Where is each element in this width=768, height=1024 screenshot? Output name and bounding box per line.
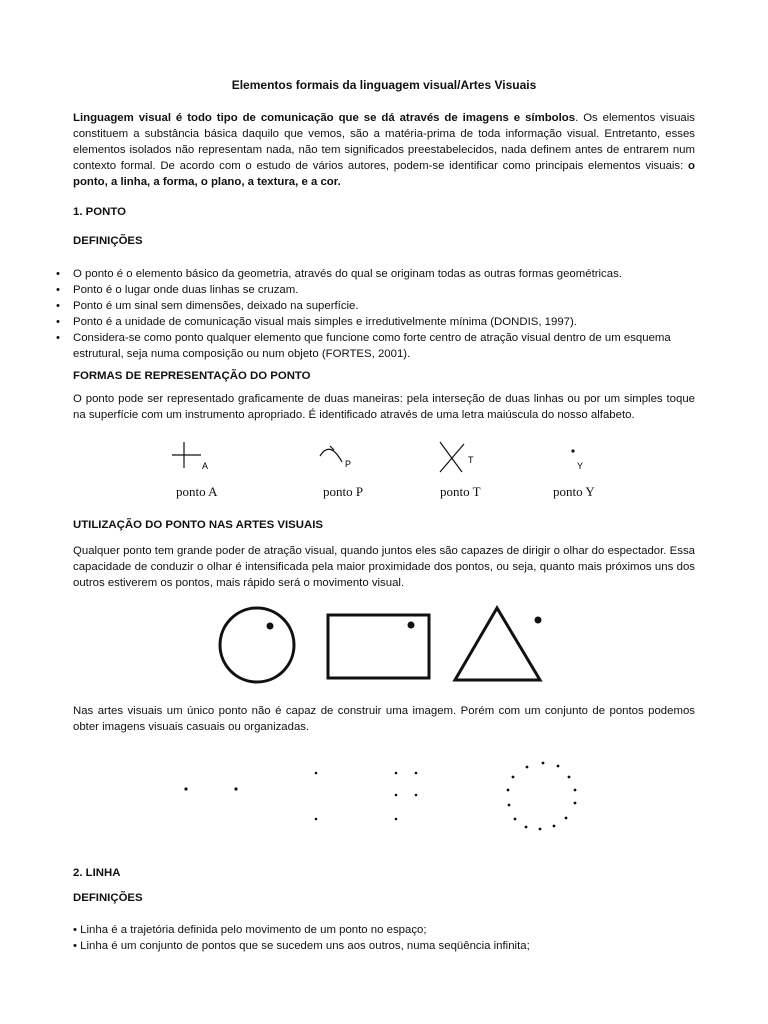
definitions-heading: DEFINIÇÕES xyxy=(73,235,143,247)
intro-paragraph xyxy=(73,110,695,190)
point-letter: A xyxy=(202,461,209,471)
forms-paragraph: O ponto pode ser representado graficamente de duas maneiras: pela interseção de duas linhas ou por um simples toque na superfície com um instrumento apropriado. É identificado através de uma letra maiúscula do nosso alfabeto. xyxy=(73,393,695,421)
usage-heading: UTILIZAÇÃO DO PONTO NAS ARTES VISUAIS xyxy=(73,519,323,531)
forms-heading: FORMAS DE REPRESENTAÇÃO DO PONTO xyxy=(73,370,311,382)
list-item: • Linha é um conjunto de pontos que se sucedem uns aos outros, numa seqüência infinita; xyxy=(73,938,703,954)
list-item: • Ponto é um sinal sem dimensões, deixado na superfície. xyxy=(56,298,696,314)
list-item: • Considera-se como ponto qualquer elemento que funcione como forte centro de atração visual dentro de um esquema estrutural, seja numa composição ou num objeto (FORTES, 2001). xyxy=(56,330,696,362)
list-item: • O ponto é o elemento básico da geometria, através do qual se originam todas as outras formas geométricas. xyxy=(56,266,696,282)
point-a-figure xyxy=(170,436,240,476)
usage-paragraph: Qualquer ponto tem grande poder de atração visual, quando juntos eles são capazes de dirigir o olhar do espectador. Essa capacidade de conduzir o olhar é intensificada pela maior proximidade dos pontos, ou seja, quanto mais próximos uns dos outros estiverem os pontos, mais rápido será o movimento visual. xyxy=(73,545,695,589)
ponto-definitions-list xyxy=(56,266,696,362)
caption-ponto-a: ponto A xyxy=(176,484,218,499)
caption-ponto-p: ponto P xyxy=(323,484,364,499)
list-item: • Ponto é a unidade de comunicação visual mais simples e irredutivelmente mínima (DONDIS, 1997). xyxy=(56,314,696,330)
dot-compositions-figure xyxy=(170,755,590,835)
triangle-shape xyxy=(455,608,540,680)
circle-shape xyxy=(220,608,294,682)
list-item: • Linha é a trajetória definida pelo movimento de um ponto no espaço; xyxy=(73,922,703,938)
section-heading-ponto: 1. PONTO xyxy=(73,206,126,218)
triangle-point xyxy=(535,617,542,624)
circle-point xyxy=(267,623,274,630)
caption-ponto-t: ponto T xyxy=(440,484,481,499)
point-letter: T xyxy=(468,455,474,465)
linha-definitions-heading: DEFINIÇÕES xyxy=(73,892,143,904)
intro-bold-lead: Linguagem visual é todo tipo de comunicação que se dá através de imagens e símbolos xyxy=(73,112,576,124)
caption-ponto-y: ponto Y xyxy=(553,484,595,499)
point-letter: P xyxy=(345,459,352,469)
intro-bold-tail: o ponto, a linha, a forma, o plano, a textura, e a cor. xyxy=(73,160,695,188)
intro-body: . Os elementos visuais constituem a substância básica daquilo que vemos, são a matéria-prima de toda informação visual. Entretanto, esses elementos isolados não representam nada, não tem significados preestabelecidos, nada definem antes de entrarem num contexto formal. De acordo com o estudo de vários autores, podem-se identificar como principais elementos visuais: xyxy=(73,112,695,172)
linha-definitions-list xyxy=(73,922,703,954)
section-heading-linha: 2. LINHA xyxy=(73,867,121,879)
attraction-shapes-figure xyxy=(210,600,560,690)
point-y-figure xyxy=(560,436,620,476)
rectangle-point xyxy=(408,622,415,629)
list-item: • Ponto é o lugar onde duas linhas se cruzam. xyxy=(56,282,696,298)
document-title: Elementos formais da linguagem visual/Artes Visuais xyxy=(231,78,537,92)
point-p-figure xyxy=(312,436,382,476)
point-letter: Y xyxy=(577,461,584,471)
single-point-paragraph: Nas artes visuais um único ponto não é capaz de construir uma imagem. Porém com um conjunto de pontos podemos obter imagens visuais casuais ou organizadas. xyxy=(73,705,695,733)
point-t-figure xyxy=(434,436,504,476)
